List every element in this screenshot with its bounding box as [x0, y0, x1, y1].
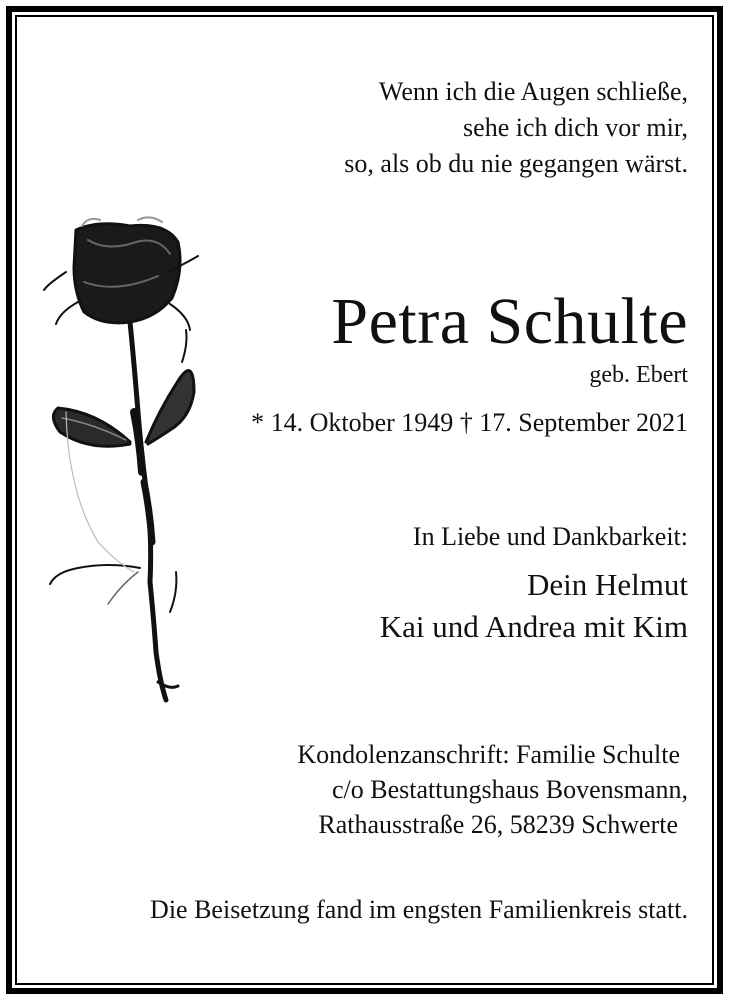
- maiden-name: geb. Ebert: [589, 362, 688, 388]
- burial-note: Die Beisetzung fand im engsten Familienkreis statt.: [150, 895, 688, 924]
- poem-line: Wenn ich die Augen schließe,: [378, 77, 688, 106]
- rose-drawing-icon: [38, 212, 213, 717]
- mourner-line: Kai und Andrea mit Kim: [379, 609, 688, 644]
- life-dates: * 14. Oktober 1949 † 17. September 2021: [251, 408, 688, 437]
- condolence-line: Kondolenzanschrift: Familie Schulte: [297, 740, 680, 769]
- mourners-list: [380, 564, 688, 648]
- memorial-poem: [344, 74, 688, 182]
- thanks-heading: In Liebe und Dankbarkeit:: [412, 522, 688, 551]
- deceased-name: Petra Schulte: [331, 285, 688, 358]
- poem-line: sehe ich dich vor mir,: [463, 113, 688, 142]
- condolence-address: [297, 737, 688, 842]
- condolence-line: Rathausstraße 26, 58239 Schwerte: [318, 810, 678, 839]
- condolence-line: c/o Bestattungshaus Bovensmann,: [331, 775, 688, 804]
- poem-line: so, als ob du nie gegangen wärst.: [344, 149, 688, 178]
- mourner-line: Dein Helmut: [527, 567, 688, 602]
